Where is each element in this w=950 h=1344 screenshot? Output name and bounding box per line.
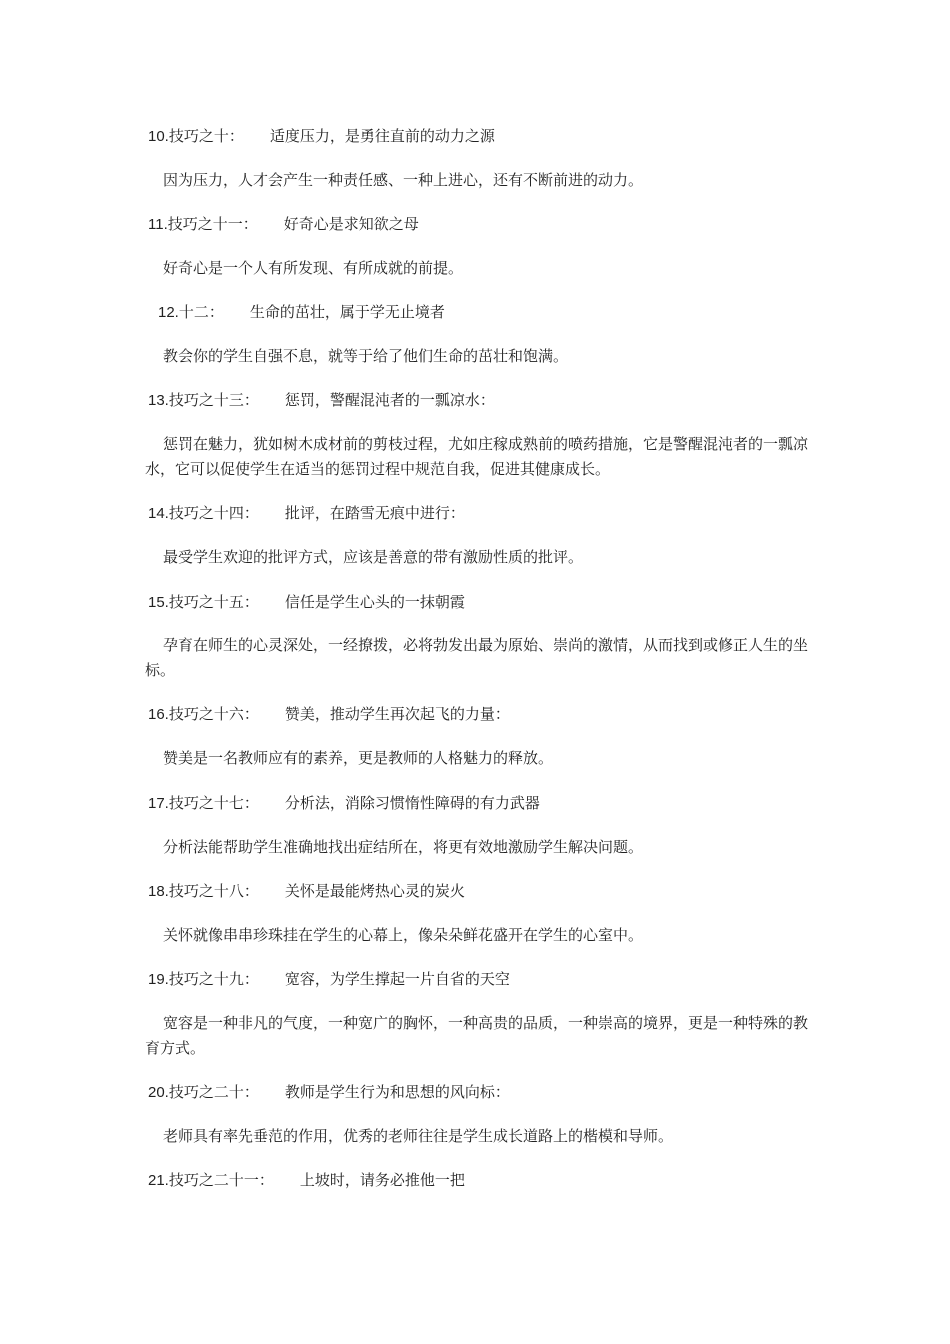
section-title: 宽容，为学生撑起一片自省的天空 <box>284 970 510 988</box>
section-heading <box>148 591 465 614</box>
section-body: 惩罚在魅力，犹如树木成材前的剪枝过程，尤如庄稼成熟前的喷药措施，它是警醒混沌者的一瓢凉水，它可以促使学生在适当的惩罚过程中规范自我，促进其健康成长。 <box>145 435 809 478</box>
section-body: 最受学生欢迎的批评方式，应该是善意的带有激励性质的批评。 <box>163 548 584 566</box>
section-number: 14.技巧之十四： <box>148 505 259 522</box>
section-body: 好奇心是一个人有所发现、有所成就的前提。 <box>163 259 464 277</box>
section-heading <box>148 703 510 726</box>
section-number: 11.技巧之十一： <box>148 216 258 233</box>
section-heading <box>158 301 445 324</box>
section-body: 教会你的学生自强不息，就等于给了他们生命的茁壮和饱满。 <box>163 347 569 365</box>
section-number: 20.技巧之二十： <box>148 1084 259 1101</box>
section-body: 因为压力，人才会产生一种责任感、一种上进心，还有不断前进的动力。 <box>163 171 644 189</box>
section-title: 赞美，推动学生再次起飞的力量： <box>284 705 510 723</box>
section-number: 12.十二： <box>158 304 224 321</box>
section-title: 关怀是最能烤热心灵的炭火 <box>284 882 465 900</box>
section-number: 18.技巧之十八： <box>148 883 259 900</box>
section-heading <box>148 880 465 903</box>
section-title: 好奇心是求知欲之母 <box>283 215 419 233</box>
section-body: 分析法能帮助学生准确地找出症结所在，将更有效地激励学生解决问题。 <box>163 838 644 856</box>
section-heading <box>148 502 465 525</box>
section-number: 19.技巧之十九： <box>148 971 259 988</box>
section-title: 批评，在踏雪无痕中进行： <box>284 504 465 522</box>
section-number: 15.技巧之十五： <box>148 594 259 611</box>
section-number: 16.技巧之十六： <box>148 706 259 723</box>
section-body: 老师具有率先垂范的作用，优秀的老师往往是学生成长道路上的楷模和导师。 <box>163 1127 674 1145</box>
section-title: 信任是学生心头的一抹朝霞 <box>284 593 465 611</box>
section-title: 惩罚，警醒混沌者的一瓢凉水： <box>284 391 495 409</box>
section-number: 13.技巧之十三： <box>148 392 259 409</box>
section-body: 宽容是一种非凡的气度，一种宽广的胸怀，一种高贵的品质，一种崇高的境界，更是一种特殊的教育方式。 <box>145 1014 809 1057</box>
section-number: 17.技巧之十七： <box>148 795 259 812</box>
section-heading <box>148 1081 510 1104</box>
section-heading <box>148 125 495 148</box>
section-number: 21.技巧之二十一： <box>148 1172 274 1189</box>
section-body: 关怀就像串串珍珠挂在学生的心幕上，像朵朵鲜花盛开在学生的心室中。 <box>163 926 644 944</box>
section-title: 分析法，消除习惯惰性障碍的有力武器 <box>284 794 540 812</box>
section-body: 孕育在师生的心灵深处，一经撩拨，必将勃发出最为原始、崇尚的激情，从而找到或修正人生的坐标。 <box>145 636 809 679</box>
section-number: 10.技巧之十： <box>148 128 244 145</box>
section-heading <box>148 968 510 991</box>
section-heading <box>148 213 419 236</box>
section-title: 上坡时，请务必推他一把 <box>299 1171 465 1189</box>
section-heading <box>148 389 495 412</box>
section-body: 赞美是一名教师应有的素养，更是教师的人格魅力的释放。 <box>163 749 554 767</box>
section-title: 生命的茁壮，属于学无止境者 <box>249 303 445 321</box>
section-heading <box>148 792 540 815</box>
section-title: 教师是学生行为和思想的风向标： <box>284 1083 510 1101</box>
section-title: 适度压力，是勇往直前的动力之源 <box>269 127 495 145</box>
section-heading <box>148 1169 465 1192</box>
